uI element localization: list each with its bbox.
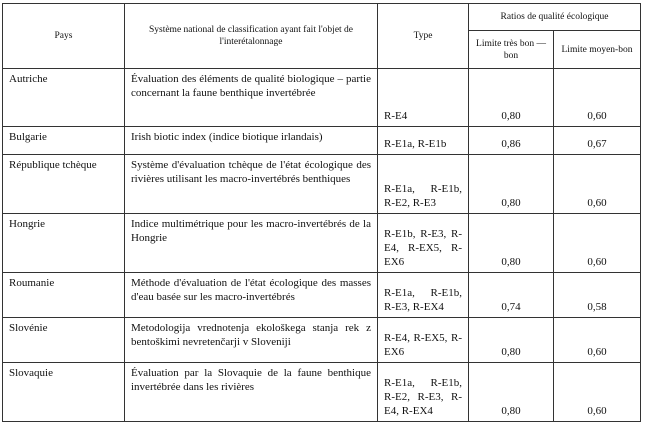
system-cell: Irish biotic index (indice biotique irlandais) [125,127,378,155]
table-row [3,127,641,155]
country-cell: Autriche [3,69,125,127]
country-cell: Hongrie [3,214,125,273]
header-ratios: Ratios de qualité écologique [469,4,641,31]
limit-moderate-good-cell: 0,58 [554,273,641,318]
limit-high-good-cell: 0,80 [469,69,554,127]
country-cell: Slovénie [3,318,125,363]
limit-moderate-good-cell: 0,60 [554,318,641,363]
type-cell: R-E1a, R-E1b, R-E2, R-E3 [378,155,469,214]
table-row [3,155,641,214]
system-cell: Metodologija vrednotenja ekološkega stanja rek z bentoškimi nevretenčarji v Sloveniji [125,318,378,363]
table-row [3,69,641,127]
system-cell: Système d'évaluation tchèque de l'état écologique des rivières utilisant les macro-invertébrés benthiques [125,155,378,214]
limit-high-good-cell: 0,80 [469,318,554,363]
table-row [3,214,641,273]
limit-moderate-good-cell: 0,60 [554,69,641,127]
limit-moderate-good-cell: 0,60 [554,363,641,422]
limit-high-good-cell: 0,80 [469,363,554,422]
system-cell: Indice multimétrique pour les macro-invertébrés de la Hongrie [125,214,378,273]
country-cell: Roumanie [3,273,125,318]
classification-table [2,3,641,422]
header-limit-high-good: Limite très bon — bon [469,31,554,69]
type-cell: R-E1a, R-E1b [378,127,469,155]
header-system: Système national de classification ayant fait l'objet de l'interétalonnage [125,4,378,69]
country-cell: Bulgarie [3,127,125,155]
limit-high-good-cell: 0,80 [469,214,554,273]
table-row [3,318,641,363]
country-cell: République tchèque [3,155,125,214]
limit-moderate-good-cell: 0,60 [554,214,641,273]
system-cell: Évaluation des éléments de qualité biologique – partie concernant la faune benthique invertébrée [125,69,378,127]
limit-high-good-cell: 0,86 [469,127,554,155]
type-cell: R-E1a, R-E1b, R-E3, R-EX4 [378,273,469,318]
header-row [3,4,641,31]
type-cell: R-E4 [378,69,469,127]
limit-moderate-good-cell: 0,67 [554,127,641,155]
type-cell: R-E4, R-EX5, R-EX6 [378,318,469,363]
table-row [3,273,641,318]
header-limit-moderate-good: Limite moyen-bon [554,31,641,69]
type-cell: R-E1a, R-E1b, R-E2, R-E3, R-E4, R-EX4 [378,363,469,422]
limit-moderate-good-cell: 0,60 [554,155,641,214]
type-cell: R-E1b, R-E3, R-E4, R-EX5, R-EX6 [378,214,469,273]
limit-high-good-cell: 0,80 [469,155,554,214]
header-type: Type [378,4,469,69]
system-cell: Méthode d'évaluation de l'état écologique des masses d'eau basée sur les macro-invertébrés [125,273,378,318]
header-country: Pays [3,4,125,69]
country-cell: Slovaquie [3,363,125,422]
limit-high-good-cell: 0,74 [469,273,554,318]
system-cell: Évaluation par la Slovaquie de la faune benthique invertébrée dans les rivières [125,363,378,422]
